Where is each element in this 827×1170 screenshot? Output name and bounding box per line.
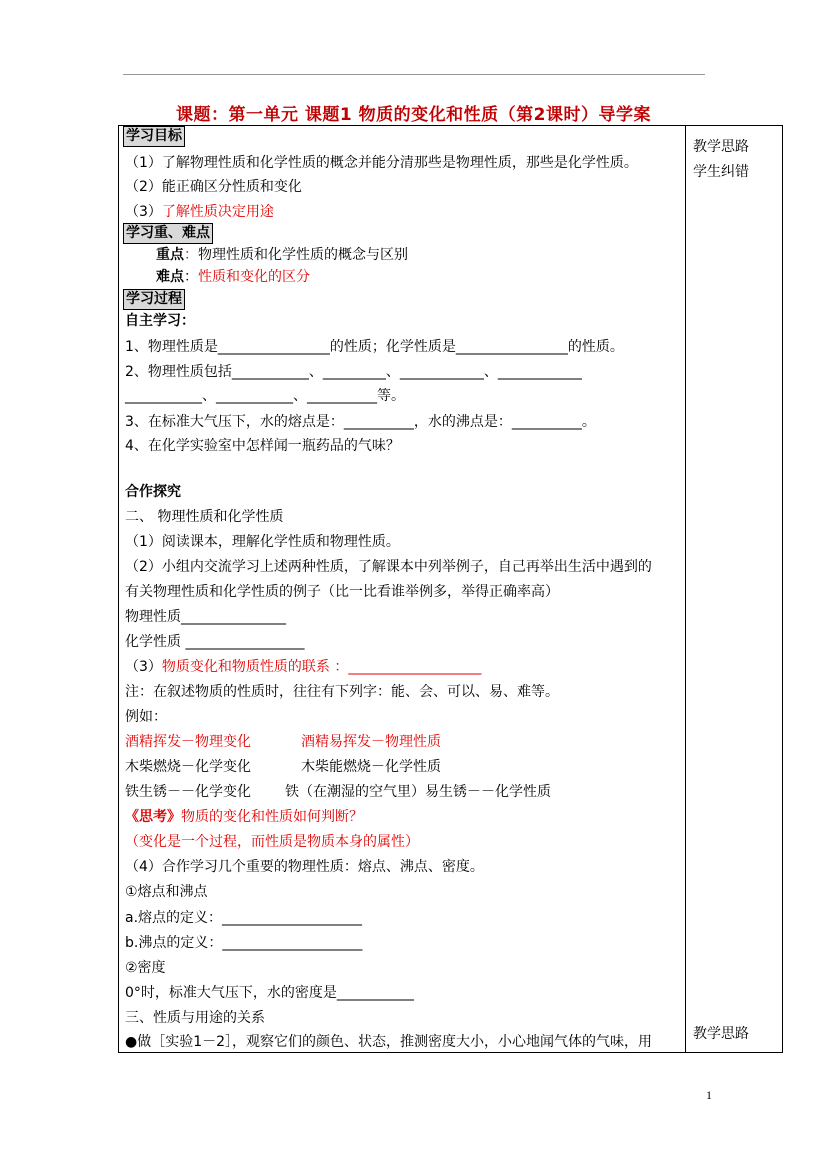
example-3-property: 铁（在潮湿的空气里）易生锈－－化学性质 — [285, 784, 551, 800]
example-label: 例如： — [125, 709, 167, 725]
lesson-table — [118, 125, 783, 1053]
density-heading: ②密度 — [125, 960, 166, 976]
header-rule — [123, 74, 705, 75]
example-1-property: 酒精易挥发－物理性质 — [301, 734, 441, 750]
boiling-point-definition: b.沸点的定义：____________________ — [125, 935, 363, 951]
question-4: 4、在化学实验室中怎样闻一瓶药品的气味？ — [125, 438, 400, 454]
paragraph-1: （1）阅读课本，理解化学性质和物理性质。 — [125, 534, 400, 550]
question-2-line-2: ___________、___________、__________等。 — [125, 388, 405, 404]
paragraph-4: （4）合作学习几个重要的物理性质：熔点、沸点、密度。 — [125, 859, 484, 875]
paragraph-2-line-1: （2）小组内交流学习上述两种性质，了解课本中列举例子，自己再举出生活中遇到的 — [125, 559, 652, 575]
objective-1: （1）了解物理性质和化学性质的概念并能分清那些是物理性质，那些是化学性质。 — [125, 155, 638, 171]
example-2-property: 木柴能燃烧－化学性质 — [301, 759, 441, 775]
objectives-heading: 学习目标 — [123, 126, 185, 147]
self-study-label: 自主学习： — [125, 313, 195, 329]
example-2-change: 木柴燃烧－化学变化 — [125, 759, 251, 775]
cooperative-heading: 合作探究 — [125, 484, 181, 500]
note: 注：在叙述物质的性质时，往往有下列字：能、会、可以、易、难等。 — [125, 684, 559, 700]
side-note-teaching-idea-2: 教学思路 — [693, 1026, 749, 1042]
paragraph-3: （3）物质变化和物质性质的联系 ：___________________ — [125, 659, 482, 675]
question-2-line-1: 2、物理性质包括___________、_________、____________、____________ — [125, 364, 582, 380]
process-heading: 学习过程 — [123, 289, 185, 310]
melting-boiling-heading: ①熔点和沸点 — [125, 884, 208, 900]
key-point: 重点：物理性质和化学性质的概念与区别 — [156, 247, 408, 263]
experiment-instruction: ●做［实验1－2］，观察它们的颜色、状态，推测密度大小，小心地闻气体的气味，用 — [125, 1034, 653, 1050]
subsection-2: 二、 物理性质和化学性质 — [125, 509, 284, 525]
side-column — [686, 126, 782, 1052]
difficult-point: 难点：性质和变化的区分 — [156, 269, 310, 285]
objective-3: （3）了解性质决定用途 — [125, 204, 274, 220]
paragraph-2-line-2: 有关物理性质和化学性质的例子（比一比看谁举例多，举得正确率高） — [125, 584, 559, 600]
physical-property-blank: 物理性质_______________ — [125, 609, 286, 625]
think-question: 《思考》物质的变化和性质如何判断？ — [125, 809, 363, 825]
main-column — [119, 126, 686, 1052]
density-question: 0°时，标准大气压下，水的密度是___________ — [125, 985, 414, 1001]
side-note-teaching-idea: 教学思路 — [693, 139, 749, 155]
objective-2: （2）能正确区分性质和变化 — [125, 179, 302, 195]
question-3: 3、在标准大气压下，水的熔点是：__________，水的沸点是：__________。 — [125, 414, 596, 430]
page-title: 课题：第一单元 课题1 物质的变化和性质（第2课时）导学案 — [176, 105, 651, 125]
subsection-3: 三、性质与用途的关系 — [125, 1010, 265, 1026]
example-3-change: 铁生锈－－化学变化 — [125, 784, 251, 800]
chemical-property-blank: 化学性质 _________________ — [125, 634, 305, 650]
side-note-student-correction: 学生纠错 — [693, 164, 749, 180]
melting-point-definition: a.熔点的定义：____________________ — [125, 910, 363, 926]
key-points-heading: 学习重、难点 — [123, 223, 213, 244]
page-number: 1 — [706, 1088, 712, 1102]
think-answer: （变化是一个过程，而性质是物质本身的属性） — [125, 834, 419, 850]
question-1: 1、物理性质是________________的性质；化学性质是________________的性质。 — [125, 339, 624, 355]
example-1-change: 酒精挥发－物理变化 — [125, 734, 251, 750]
